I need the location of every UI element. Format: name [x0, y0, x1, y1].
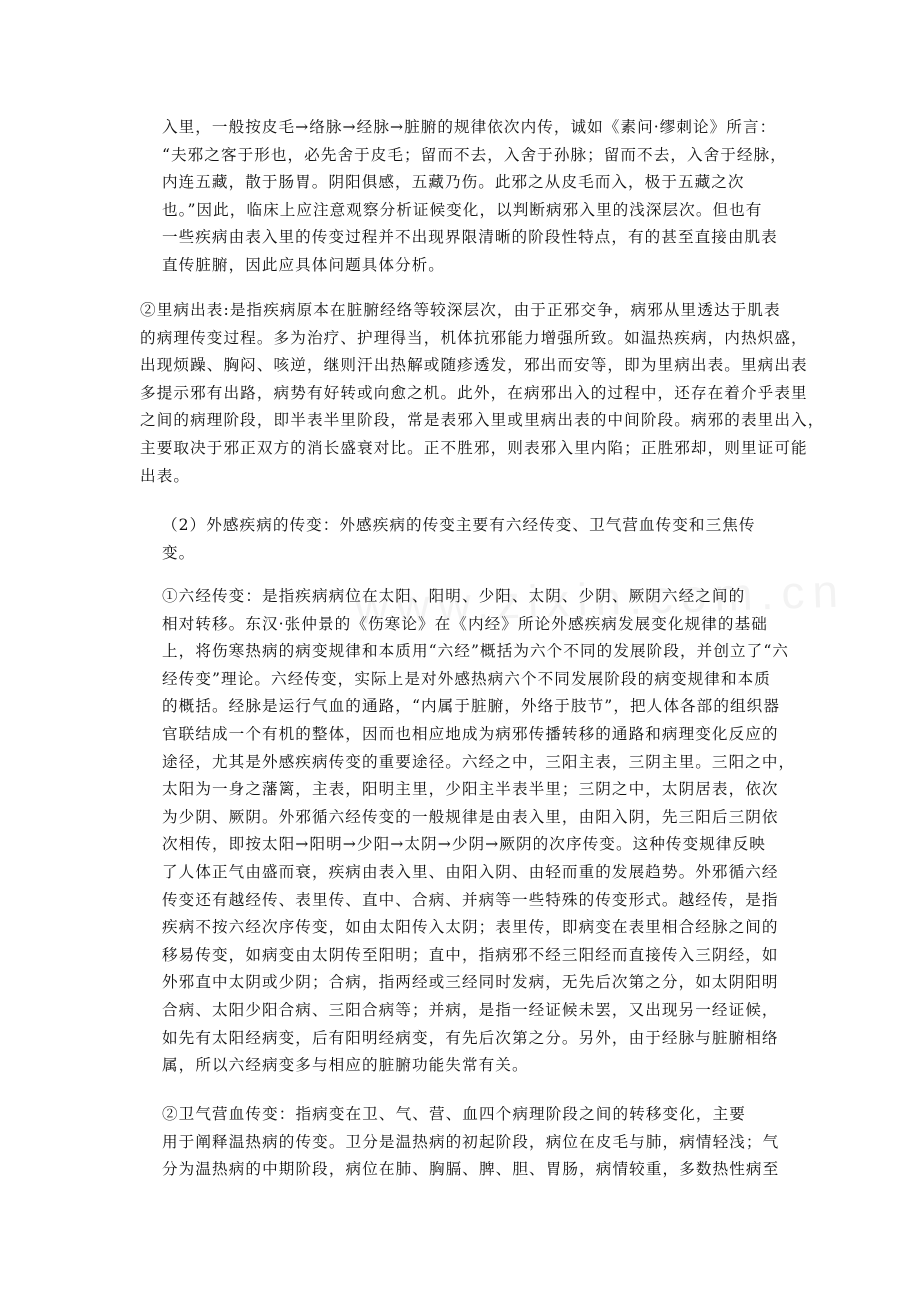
section-heading-external-disease	[162, 512, 756, 567]
paragraph-interior-to-exterior	[140, 297, 824, 490]
text-line: 相对转移。东汉·张仲景的《伤寒论》在《内经》所论外感疾病发展变化规律的基础	[162, 614, 768, 633]
text-line: 次相传，即按太阳→阳明→少阳→太阴→少阴→厥阴的次序传变。这种传变规律反映	[162, 835, 766, 854]
text-line: 用于阐释温热病的传变。卫分是温热病的初起阶段，病位在皮毛与肺，病情轻浅；气	[162, 1132, 780, 1151]
text-line: 的病理传变过程。多为治疗、护理得当，机体抗邪能力增强所致。如温热疾病，内热炽盛，	[140, 328, 808, 347]
text-line: “夫邪之客于形也，必先舍于皮毛；留而不去，入舍于孙脉；留而不去，入舍于经脉，	[162, 145, 787, 164]
text-line: 也。”因此，临床上应注意观察分析证候变化，以判断病邪入里的浅深层次。但也有	[162, 200, 763, 219]
text-line: 如先有太阳经病变，后有阳明经病变，有先后次第之分。另外，由于经脉与脏腑相络	[162, 1028, 779, 1047]
text-line: 外邪直中太阴或少阴；合病，指两经或三经同时发病，无先后次第之分，如太阴阳明	[162, 973, 779, 992]
paragraph-six-meridian-transmission	[162, 583, 795, 1080]
text-line: 官联结成一个有机的整体，因而也相应地成为病邪传播转移的通路和病理变化反应的	[162, 724, 779, 743]
text-line: 太阳为一身之藩篱，主表，阳明主里，少阳主半表半里；三阴之中，太阴居表，依次	[162, 780, 779, 799]
text-line: 分为温热病的中期阶段，病位在肺、胸膈、脾、胆、胃肠，病情较重，多数热性病至	[162, 1160, 780, 1179]
text-line: 合病、太阳少阳合病、三阳合病等；并病，是指一经证候未罢，又出现另一经证候，	[162, 1000, 779, 1019]
text-line: 经传变”理论。六经传变，实际上是对外感热病六个不同发展阶段的病变规律和本质	[162, 669, 771, 688]
text-line: 入里，一般按皮毛→络脉→经脉→脏腑的规律依次内传，诚如《素问·缪刺论》所言：	[162, 118, 777, 136]
text-line: 出表。	[140, 466, 191, 485]
text-line: 内连五藏，散于肠胃。阴阳俱感，五藏乃伤。此邪之从皮毛而入，极于五藏之次	[162, 173, 745, 192]
text-line: 直传脏腑，因此应具体问题具体分析。	[162, 255, 445, 274]
text-line: ①六经传变：是指疾病病位在太阳、阳明、少阳、太阴、少阴、厥阴六经之间的	[162, 587, 746, 605]
text-line: 主要取决于邪正双方的消长盛衰对比。正不胜邪，则表邪入里内陷；正胜邪却，则里证可能	[140, 438, 808, 457]
text-line: 为少阴、厥阴。外邪循六经传变的一般规律是由表入里，由阳入阴，先三阳后三阴依	[162, 807, 779, 826]
paragraph-wei-qi-ying-xue-transmission	[162, 1101, 779, 1184]
text-line: 上，将伤寒热病的病变规律和本质用“六经”概括为六个不同的发展阶段，并创立了“六	[162, 642, 790, 661]
text-line: ②卫气营血传变：指病变在卫、气、营、血四个病理阶段之间的转移变化，主要	[162, 1105, 746, 1123]
text-line: 一些疾病由表入里的传变过程并不出现界限清晰的阶段性特点，有的甚至直接由肌表	[162, 228, 778, 247]
text-line: 传变还有越经传、表里传、直中、合病、并病等一些特殊的传变形式。越经传，是指	[162, 890, 779, 909]
text-line: 属，所以六经病变多与相应的脏腑功能失常有关。	[162, 1056, 529, 1075]
text-line: 出现烦躁、胸闷、咳逆，继则汗出热解或随疹透发，邪出而安等，即为里病出表。里病出表	[140, 356, 808, 375]
text-line: 疾病不按六经次序传变，如由太阳传入太阴；表里传，即病变在表里相合经脉之间的	[162, 918, 779, 937]
paragraph-exterior-to-interior	[162, 114, 787, 280]
text-line: 移易传变，如病变由太阴传至阳明；直中，指病邪不经三阳经而直接传入三阴经，如	[162, 945, 779, 964]
text-line: 多提示邪有出路，病势有好转或向愈之机。此外，在病邪出入的过程中，还存在着介乎表里	[140, 383, 808, 402]
text-line: 途径，尤其是外感疾病传变的重要途径。六经之中，三阳主表，三阴主里。三阳之中，	[162, 752, 796, 771]
text-line: （2）外感疾病的传变：外感疾病的传变主要有六经传变、卫气营血传变和三焦传	[162, 516, 756, 534]
text-line: 了人体正气由盛而衰，疾病由表入里、由阳入阴、由轻而重的发展趋势。外邪循六经	[162, 862, 779, 881]
text-line: 的概括。经脉是运行气血的通路，“内属于脏腑，外络于肢节”，把人体各部的组织器	[162, 697, 780, 716]
text-line: ②里病出表:是指疾病原本在脏腑经络等较深层次，由于正邪交争，病邪从里透达于肌表	[140, 301, 781, 319]
text-line: 之间的病理阶段，即半表半里阶段，常是表邪入里或里病出表的中间阶段。病邪的表里出入，	[140, 411, 825, 430]
text-line: 变。	[162, 543, 196, 562]
